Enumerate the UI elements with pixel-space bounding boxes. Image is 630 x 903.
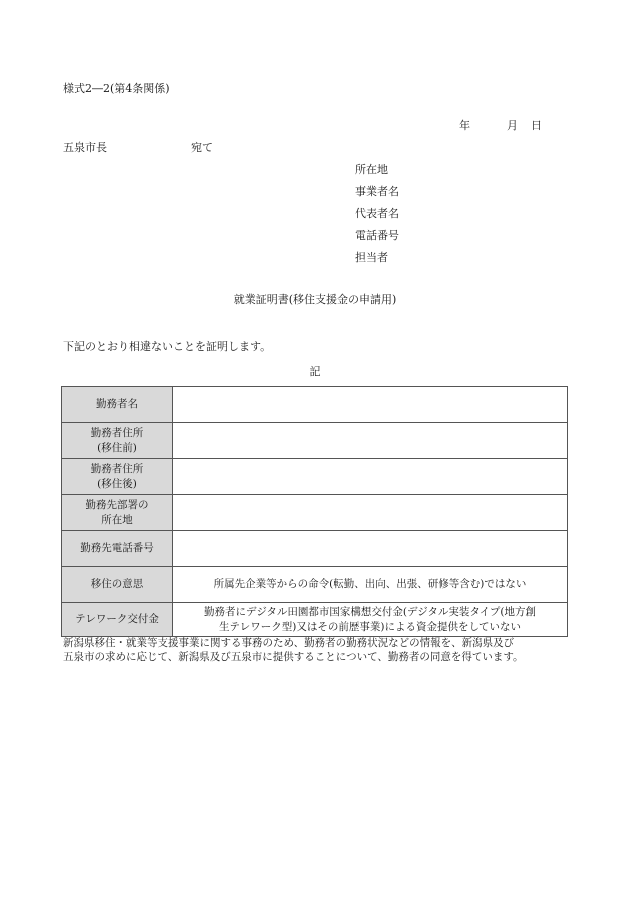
table-row (62, 531, 568, 567)
sender-location-label: 所在地 (355, 163, 388, 176)
row-label-office-location: 勤務先部署の 所在地 (62, 495, 173, 531)
consent-line: 五泉市の求めに応じて、新潟県及び五泉市に提供することについて、勤務者の同意を得ています。 (63, 651, 524, 663)
intro-text: 下記のとおり相違ないことを証明します。 (63, 340, 272, 353)
row-label-telework-grant: テレワーク交付金 (62, 603, 173, 637)
consent-line: 新潟県移住・就業等支援事業に関する事務のため、勤務者の勤務状況などの情報を、新潟県及び (63, 637, 515, 649)
office-location-field[interactable] (173, 495, 568, 531)
row-label-address-before: 勤務者住所 (移住前) (62, 423, 173, 459)
row-label-office-phone: 勤務先電話番号 (62, 531, 173, 567)
address-after-field[interactable] (173, 459, 568, 495)
consent-statement (63, 636, 573, 664)
table-row (62, 423, 568, 459)
date-day-label: 日 (531, 119, 542, 132)
certificate-table (61, 386, 568, 637)
date-month-label: 月 (507, 119, 518, 132)
row-label-relocation-intent: 移住の意思 (62, 567, 173, 603)
table-row (62, 459, 568, 495)
form-number: 様式2―2(第4条関係) (63, 82, 170, 95)
sender-representative-label: 代表者名 (355, 207, 399, 220)
table-row (62, 567, 568, 603)
row-label-address-after: 勤務者住所 (移住後) (62, 459, 173, 495)
address-before-field[interactable] (173, 423, 568, 459)
date-year-label: 年 (459, 119, 470, 132)
relocation-intent-text: 所属先企業等からの命令(転勤、出向、出張、研修等含む)ではない (173, 567, 568, 603)
ki-heading: 記 (309, 365, 321, 378)
sender-company-label: 事業者名 (355, 185, 399, 198)
table-row (62, 495, 568, 531)
document-title: 就業証明書(移住支援金の申請用) (233, 293, 397, 306)
worker-name-field[interactable] (173, 387, 568, 423)
table-row (62, 603, 568, 637)
office-phone-field[interactable] (173, 531, 568, 567)
addressee-name: 五泉市長 (63, 141, 107, 154)
telework-grant-text: 勤務者にデジタル田園都市国家構想交付金(デジタル実装タイプ(地方創 生テレワーク型)又はその前歴事業)による資金提供をしていない (173, 603, 568, 637)
table-row (62, 387, 568, 423)
sender-phone-label: 電話番号 (355, 229, 399, 242)
addressee-suffix: 宛て (191, 141, 213, 154)
sender-contact-label: 担当者 (355, 251, 388, 264)
row-label-worker-name: 勤務者名 (62, 387, 173, 423)
